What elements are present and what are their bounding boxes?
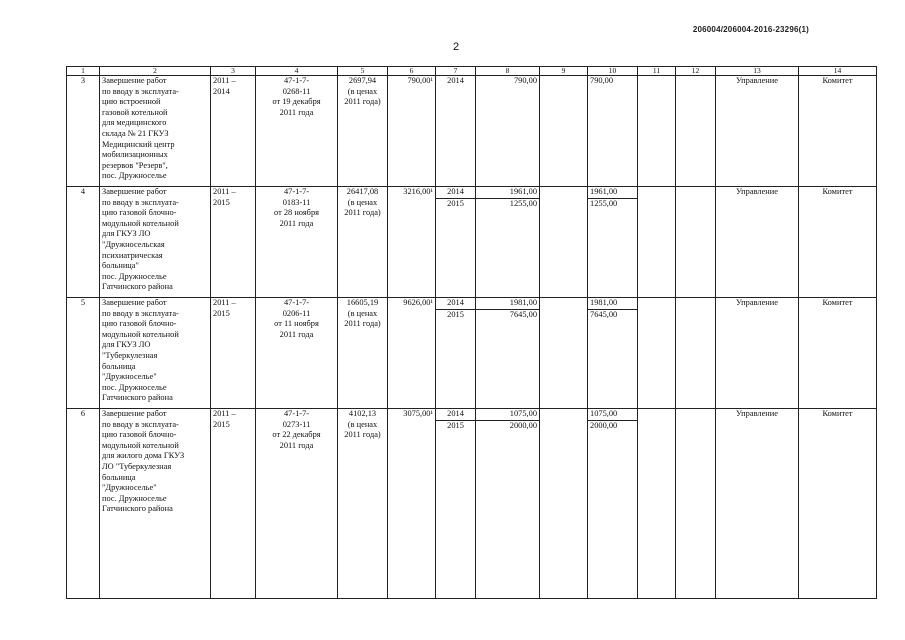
object-name-line: по вводу в эксплуата- [102,419,179,429]
year [436,409,476,599]
cost-line: 26417,08 [346,187,379,196]
cost-line: 2011 года) [344,97,381,107]
decree [256,187,338,298]
year-value: 2014 [436,409,475,421]
column-number-11: 11 [638,67,676,76]
object-name-line: пос. Дружноселье [102,271,167,281]
col8-amount: 1981,00 [476,298,539,310]
estimated-cost [338,409,388,599]
decree-line: 2011 года [279,218,314,228]
col11-empty [638,187,676,298]
object-name-line: Завершение работ [102,409,167,418]
period [211,298,256,409]
object-name-line: цию газовой блочно- [102,430,177,440]
year-value: 2015 [447,421,464,430]
col10-value [588,409,638,599]
col9-empty [540,409,588,599]
object-name-line: психиатрическая [102,250,163,260]
period [211,187,256,298]
cost-line: 4102,13 [348,409,377,418]
period-line: 2011 – [213,298,236,307]
object-name-line: цию газовой блочно- [102,319,177,329]
col6-value: 9626,00¹ [388,298,436,409]
year [436,76,476,187]
col6-value: 3216,00¹ [388,187,436,298]
object-name-line: ЛО "Туберкулезная [102,461,172,471]
object-name-line: больница [102,472,136,482]
decree-line: 47-1-7- [283,76,310,85]
col6-value: 3075,00¹ [388,409,436,599]
decree [256,298,338,409]
period-line: 2011 – [213,409,236,418]
object-name-line: Завершение работ [102,298,167,307]
object-name-line: газовой котельной [102,107,168,117]
col10-value [588,76,638,187]
object-name-line: Медицинский центр [102,139,175,149]
decree-line: 0268-11 [282,86,311,96]
object-name-line: для ГКУЗ ЛО [102,229,151,239]
col10-amount: 790,00 [590,76,614,85]
decree-line: от 22 декабря [272,430,321,440]
object-name-line: по вводу в эксплуата- [102,86,179,96]
col12-empty [676,298,716,409]
object-name-line: по вводу в эксплуата- [102,308,179,318]
col11-empty [638,76,676,187]
year [436,187,476,298]
object-name-line: "Туберкулезная [102,350,158,360]
column-number-row [67,67,877,76]
col9-empty [540,187,588,298]
table-row [67,298,877,409]
period [211,76,256,187]
object-name-line: для ГКУЗ ЛО [102,340,151,350]
object-name-line: цию встроенной [102,97,161,107]
col9-empty [540,76,588,187]
object-name-line: больница [102,361,136,371]
customer: Комитет [799,298,877,409]
column-number-3: 3 [211,67,256,76]
col12-empty [676,409,716,599]
year-value: 2014 [436,298,475,310]
estimated-cost [338,76,388,187]
decree-line: 47-1-7- [283,298,310,307]
object-name-line: мобилизационных [102,150,168,160]
cost-line: (в ценах [347,197,378,207]
object-name-line: пос. Дружноселье [102,382,167,392]
customer: Комитет [799,409,877,599]
cost-line: 2011 года) [344,430,381,440]
object-name-line: Завершение работ [102,76,167,85]
object-name-line: модульной котельной [102,218,179,228]
col8-amount: 7645,00 [509,310,537,319]
object-name-line: модульной котельной [102,329,179,339]
object-name-line: склада № 21 ГКУЗ [102,128,169,138]
row-number: 3 [67,76,100,187]
column-number-5: 5 [338,67,388,76]
col10-value [588,298,638,409]
decree [256,76,338,187]
year [436,298,476,409]
col10-amount: 1961,00 [588,187,637,199]
decree-line: 2011 года [279,107,314,117]
col8-value [476,409,540,599]
object-name-line: цию газовой блочно- [102,208,177,218]
object-name-line: для жилого дома ГКУЗ [102,451,185,461]
decree-line: 0206-11 [282,308,311,318]
object-name-line: пос. Дружноселье [102,171,167,181]
responsible: Управление [716,298,799,409]
table-row [67,409,877,599]
period [211,409,256,599]
table-row [67,76,877,187]
col10-amount: 1075,00 [588,409,637,421]
col10-amount: 1255,00 [590,199,618,208]
column-number-13: 13 [716,67,799,76]
decree-line: 47-1-7- [283,409,310,418]
document-id: 206004/206004-2016-23296(1) [692,25,809,34]
col12-empty [676,76,716,187]
object-name [100,187,211,298]
column-number-2: 2 [100,67,211,76]
col6-value: 790,00¹ [388,76,436,187]
object-name-line: пос. Дружноселье [102,493,167,503]
col10-amount: 1981,00 [588,298,637,310]
col8-amount: 1255,00 [509,199,537,208]
program-table [66,66,877,599]
col8-amount: 790,00 [513,76,537,85]
decree-line: 47-1-7- [283,187,310,196]
cost-line: (в ценах [347,308,378,318]
col9-empty [540,298,588,409]
year-value: 2015 [447,310,464,319]
col8-value [476,298,540,409]
col11-empty [638,298,676,409]
column-number-4: 4 [256,67,338,76]
row-number: 6 [67,409,100,599]
column-number-7: 7 [436,67,476,76]
object-name-line: для медицинского [102,118,167,128]
decree-line: 2011 года [279,329,314,339]
object-name-line: Гатчинского района [102,504,173,514]
col11-empty [638,409,676,599]
cost-line: 2011 года) [344,208,381,218]
col10-value [588,187,638,298]
period-line: 2011 – [213,76,236,85]
decree-line: 0183-11 [282,197,311,207]
cost-line: 2011 года) [344,319,381,329]
cost-line: (в ценах [347,419,378,429]
col8-value [476,76,540,187]
decree [256,409,338,599]
page-number: 2 [453,41,460,53]
column-number-12: 12 [676,67,716,76]
column-number-8: 8 [476,67,540,76]
column-number-10: 10 [588,67,638,76]
cost-line: 16605,19 [346,298,379,307]
year-value: 2014 [436,187,475,199]
period-line: 2015 [213,419,230,429]
responsible: Управление [716,187,799,298]
decree-line: 0273-11 [282,419,311,429]
object-name-line: Гатчинского района [102,282,173,292]
responsible: Управление [716,409,799,599]
period-line: 2014 [213,86,230,96]
period-line: 2015 [213,308,230,318]
decree-line: от 19 декабря [272,97,321,107]
customer: Комитет [799,187,877,298]
object-name-line: "Дружноселье" [102,483,157,493]
estimated-cost [338,187,388,298]
row-number: 4 [67,187,100,298]
estimated-cost [338,298,388,409]
object-name-line: резервов "Резерв", [102,160,168,170]
cost-line: (в ценах [347,86,378,96]
period-line: 2011 – [213,187,236,196]
object-name-line: "Дружносельская [102,239,165,249]
object-name-line: Гатчинского района [102,393,173,403]
col12-empty [676,187,716,298]
decree-line: от 28 ноября [274,208,319,218]
object-name-line: Завершение работ [102,187,167,196]
year-value: 2015 [447,199,464,208]
period-line: 2015 [213,197,230,207]
object-name [100,298,211,409]
customer: Комитет [799,76,877,187]
object-name-line: модульной котельной [102,440,179,450]
decree-line: 2011 года [279,440,314,450]
cost-line: 2697,94 [348,76,377,85]
col10-amount: 2000,00 [590,421,618,430]
object-name [100,409,211,599]
object-name-line: "Дружноселье" [102,372,157,382]
object-name-line: по вводу в эксплуата- [102,197,179,207]
table-row [67,187,877,298]
object-name [100,76,211,187]
year-value: 2014 [447,76,464,85]
object-name-line: больница" [102,261,139,271]
decree-line: от 11 ноября [274,319,319,329]
column-number-6: 6 [388,67,436,76]
col8-value [476,187,540,298]
row-number: 5 [67,298,100,409]
col8-amount: 1075,00 [476,409,539,421]
col10-amount: 7645,00 [590,310,618,319]
column-number-14: 14 [799,67,877,76]
column-number-9: 9 [540,67,588,76]
responsible: Управление [716,76,799,187]
column-number-1: 1 [67,67,100,76]
col8-amount: 2000,00 [509,421,537,430]
col8-amount: 1961,00 [476,187,539,199]
